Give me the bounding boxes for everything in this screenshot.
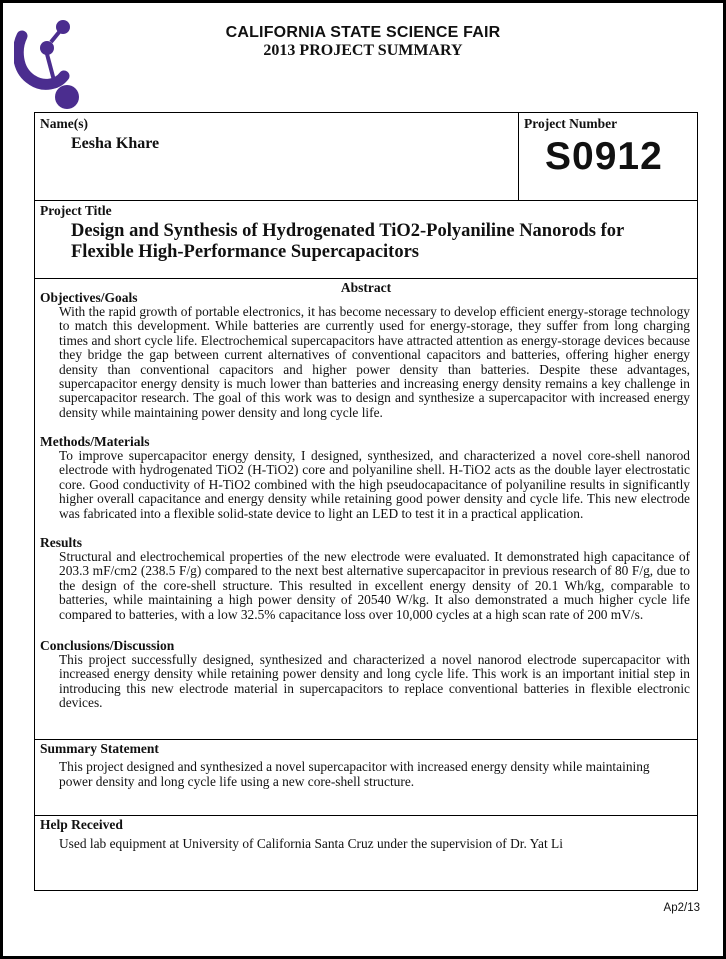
divider — [518, 113, 519, 200]
summary-statement-label: Summary Statement — [40, 741, 159, 756]
project-title-line-1: Design and Synthesis of Hydrogenated TiO2-Polyaniline Nanorods for — [71, 221, 625, 241]
project-title-line-2: Flexible High-Performance Supercapacitors — [71, 242, 420, 262]
project-number-label: Project Number — [524, 116, 618, 131]
results-text: Structural and electrochemical properties of the new electrode were evaluated. It demonstrated high capacitance of 203.3 mF/cm2 (238.5 F/g) compared to the next best alternative supercapacitor in previous research of 80 F/g, due to the design of the core-shell structure. This resulted in excellent energy density of 20.1 Wh/kg, comparable to batteries, while maintaining a high power density of 20540 W/kg. It also demonstrated a much higher cycle life compared to batteries, with a low 32.5% capacitance loss over 10,000 cycles at a high scan rate of 200 mV/s. — [59, 549, 690, 622]
summary-title: 2013 PROJECT SUMMARY — [263, 42, 463, 59]
methods-section — [40, 435, 690, 521]
conclusions-section — [40, 639, 690, 711]
methods-text: To improve supercapacitor energy density, I designed, synthesized, and characterized a novel core-shell nanorod electrode with hydrogenated TiO2 (H-TiO2) core and polyaniline shell. H-TiO2 acts as the double layer electrostatic core. Good conductivity of H-TiO2 combined with the high pseudocapacitance of polyaniline results in significantly higher overall capacitance and energy density while retaining good power density and cycle life. This new electrode was fabricated into a flexible solid-state device to light an LED to test it in a practical application. — [59, 448, 690, 521]
help-received-label: Help Received — [40, 817, 123, 832]
conclusions-text: This project successfully designed, synthesized and characterized a novel nanorod electrode supercapacitor with increased energy density while retaining power density and long cycle life. This work is an important initial step in introducing this new electrode material in supercapacitors to replace conventional batteries in flexible electronic devices. — [59, 652, 690, 711]
project-title — [71, 221, 671, 263]
help-received-section — [34, 815, 698, 891]
project-title-label: Project Title — [40, 203, 112, 218]
fair-title: CALIFORNIA STATE SCIENCE FAIR — [225, 24, 501, 41]
methods-heading: Methods/Materials — [40, 434, 150, 449]
title-section — [34, 200, 698, 279]
name-section — [34, 112, 698, 201]
abstract-heading: Abstract — [340, 280, 392, 295]
objectives-text: With the rapid growth of portable electronics, it has become necessary to develop efficient energy-storage technology to match this development. While batteries are currently used for energy-storage, they suffer from long charging times and short cycle life. Electrochemical supercapacitors have attracted attention as energy-storage devices because they bridge the gap between current alternatives of conventional capacitors and batteries, offering higher energy density than conventional capacitors and higher power density than batteries. Despite these advantages, supercapacitor energy density is much lower than batteries and increasing energy density remains a key challenge in supercapacitor research. The goal of this work was to design and synthesize a supercapacitor with increased energy density while maintaining power density and long cycle life. — [59, 304, 690, 420]
summary-statement-section — [34, 739, 698, 816]
summary-statement-text: This project designed and synthesized a novel supercapacitor with increased energy density while maintaining power density and long cycle life using a new core-shell structure. — [59, 759, 650, 789]
objectives-heading: Objectives/Goals — [40, 290, 138, 305]
help-received-text: Used lab equipment at University of California Santa Cruz under the supervision of Dr. Yat Li — [59, 836, 563, 851]
results-section — [40, 536, 690, 622]
objectives-section — [40, 291, 690, 420]
conclusions-heading: Conclusions/Discussion — [40, 638, 175, 653]
abstract-section — [34, 278, 698, 740]
results-heading: Results — [40, 535, 83, 550]
form-version: Ap2/13 — [663, 902, 700, 914]
names-label: Name(s) — [40, 116, 88, 131]
student-name: Eesha Khare — [71, 135, 160, 152]
project-number: S0912 — [545, 135, 663, 178]
